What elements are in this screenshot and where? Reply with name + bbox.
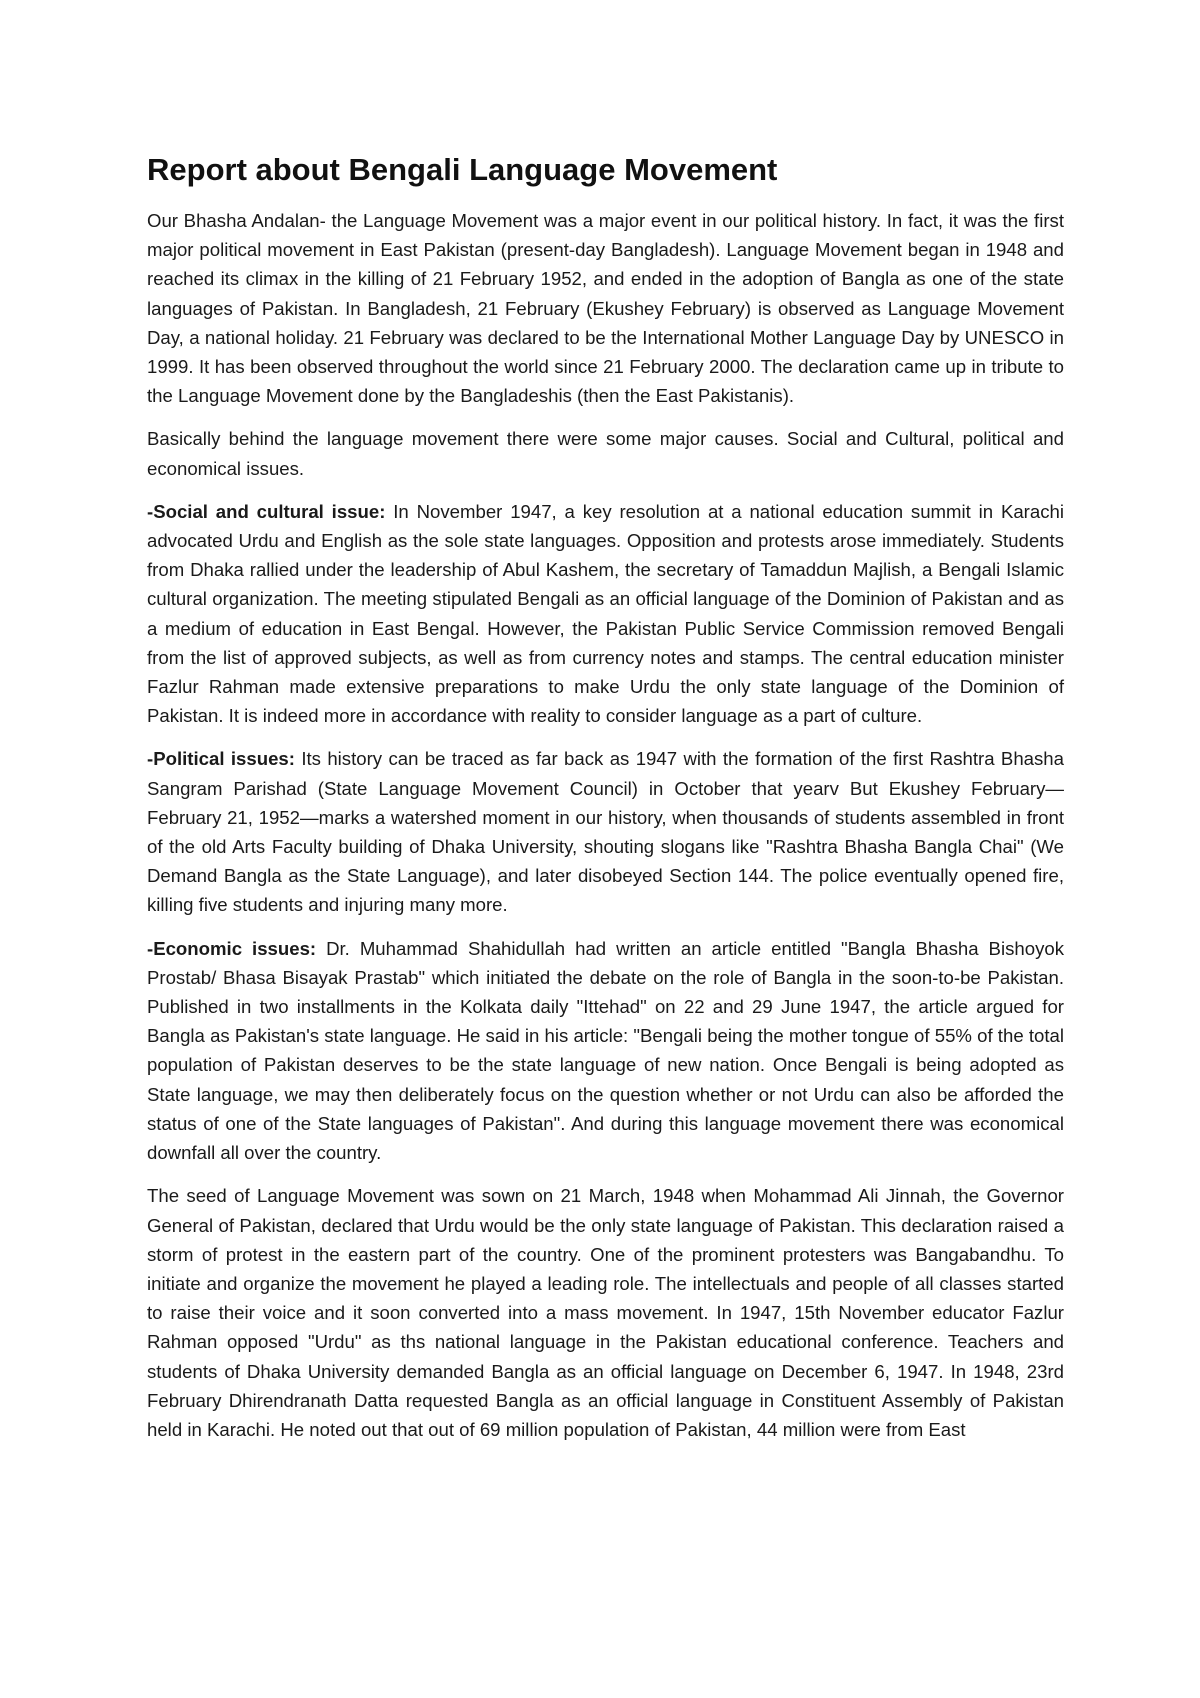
paragraph-intro-text: Our Bhasha Andalan- the Language Movement was a major event in our political history. In fact, it was the first major political movement in East Pakistan (present-day Bangladesh). Language Movement began in 1948 and reached its climax in the killing of 21 February 1952, and ended in the adoption of Bangla as one of the state languages of Pakistan. In Bangladesh, 21 February (Ekushey February) is observed as Language Movement Day, a national holiday. 21 February was declared to be the International Mother Language Day by UNESCO in 1999. It has been observed throughout the world since 21 February 2000. The declaration came up in tribute to the Language Movement done by the Bangladeshis (then the East Pakistanis). bbox=[147, 210, 1064, 407]
paragraph-social-cultural bbox=[147, 497, 1064, 731]
paragraph-political-text: Its history can be traced as far back as 1947 with the formation of the first Rashtra Bhasha Sangram Parishad (State Language Movement Council) in October that yearv But Ekushey February—February 21, 1952—marks a watershed moment in our history, when thousands of students assembled in front of the old Arts Faculty building of Dhaka University, shouting slogans like "Rashtra Bhasha Bangla Chai" (We Demand Bangla as the State Language), and later disobeyed Section 144. The police eventually opened fire, killing five students and injuring many more. bbox=[147, 748, 1064, 916]
paragraph-seed-text: The seed of Language Movement was sown on 21 March, 1948 when Mohammad Ali Jinnah, the Governor General of Pakistan, declared that Urdu would be the only state language of Pakistan. This declaration raised a storm of protest in the eastern part of the country. One of the prominent protesters was Bangabandhu. To initiate and organize the movement he played a leading role. The intellectuals and people of all classes started to raise their voice and it soon converted into a mass movement. In 1947, 15th November educator Fazlur Rahman opposed "Urdu" as ths national language in the Pakistan educational conference. Teachers and students of Dhaka University demanded Bangla as an official language on December 6, 1947. In 1948, 23rd February Dhirendranath Datta requested Bangla as an official language in Constituent Assembly of Pakistan held in Karachi. He noted out that out of 69 million population of Pakistan, 44 million were from East bbox=[147, 1185, 1064, 1440]
paragraph-social-cultural-heading: -Social and cultural issue: bbox=[147, 500, 386, 522]
paragraph-economic-text: Dr. Muhammad Shahidullah had written an article entitled "Bangla Bhasha Bishoyok Prostab/ Bhasa Bisayak Prastab" which initiated the debate on the role of Bangla in the soon-to-be Pakistan. Published in two installments in the Kolkata daily "Ittehad" on 22 and 29 June 1947, the article argued for Bangla as Pakistan's state language. He said in his article: "Bengali being the mother tongue of 55% of the total population of Pakistan deserves to be the state language of new nation. Once Bengali is being adopted as State language, we may then deliberately focus on the question whether or not Urdu can also be afforded the status of one of the State languages of Pakistan". And during this language movement there was economical downfall all over the country. bbox=[147, 937, 1065, 1164]
paragraph-causes bbox=[147, 424, 1064, 482]
paragraph-social-cultural-text: In November 1947, a key resolution at a national education summit in Karachi advocated Urdu and English as the sole state languages. Opposition and protests arose immediately. Students from Dhaka rallied under the leadership of Abul Kashem, the secretary of Tamaddun Majlish, a Bengali Islamic cultural organization. The meeting stipulated Bengali as an official language of the Dominion of Pakistan and as a medium of education in East Bengal. However, the Pakistan Public Service Commission removed Bengali from the list of approved subjects, as well as from currency notes and stamps. The central education minister Fazlur Rahman made extensive preparations to make Urdu the only state language of the Dominion of Pakistan. It is indeed more in accordance with reality to consider language as a part of culture. bbox=[147, 500, 1064, 727]
paragraph-causes-text: Basically behind the language movement there were some major causes. Social and Cultural, political and economical issues. bbox=[147, 428, 1064, 479]
paragraph-economic-heading: -Economic issues: bbox=[147, 937, 317, 959]
paragraph-political bbox=[147, 744, 1064, 919]
paragraph-seed bbox=[147, 1181, 1064, 1444]
paragraph-political-heading: -Political issues: bbox=[147, 748, 295, 770]
paragraph-intro bbox=[147, 206, 1064, 410]
document-title: Report about Bengali Language Movement bbox=[147, 152, 778, 187]
paragraph-economic bbox=[147, 934, 1064, 1168]
